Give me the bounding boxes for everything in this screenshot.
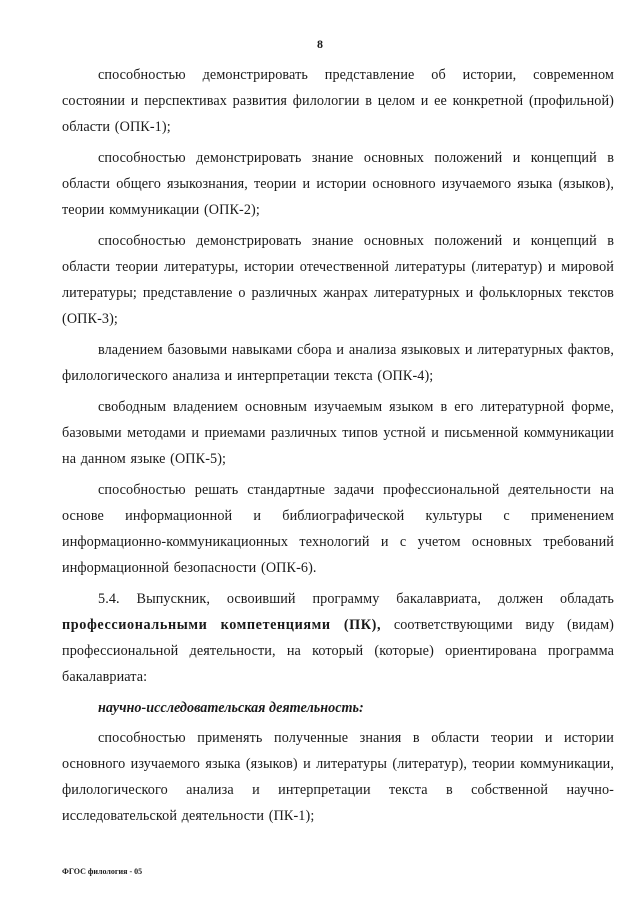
section-5-4-text-start: 5.4. Выпускник, освоивший программу бакалавриата, должен обладать xyxy=(98,591,614,607)
page-content xyxy=(62,60,614,834)
subheading-research-activity: научно-исследовательская деятельность: xyxy=(98,700,364,716)
section-5-4-text-end: соответствующими виду (видам) профессиональной деятельности, на который (которые) ориентирована программа бакалавриата: xyxy=(62,617,614,685)
page-number: 8 xyxy=(317,37,323,51)
paragraph-opk-5: свободным владением основным изучаемым языком в его литературной форме, базовыми методами и приемами различных типов устной и письменной коммуникации на данном языке (ОПК-5); xyxy=(62,399,614,467)
paragraph-section-5-4 xyxy=(62,586,614,690)
paragraph-opk-6: способностью решать стандартные задачи профессиональной деятельности на основе информационной и библиографической культуры с применением информационно-коммуникационных технологий и с учетом основных требований информационной безопасности (ОПК-6). xyxy=(62,482,614,576)
paragraph-opk-3: способностью демонстрировать знание основных положений и концепций в области теории литературы, истории отечественной литературы (литератур) и мировой литературы; представление о различных жанрах литературных и фольклорных текстов (ОПК-3); xyxy=(62,233,614,327)
paragraph-opk-2: способностью демонстрировать знание основных положений и концепций в области общего языкознания, теории и истории основного изучаемого языка (языков), теории коммуникации (ОПК-2); xyxy=(62,150,614,218)
paragraph-opk-4: владением базовыми навыками сбора и анализа языковых и литературных фактов, филологического анализа и интерпретации текста (ОПК-4); xyxy=(62,342,614,384)
paragraph-opk-1: способностью демонстрировать представление об истории, современном состоянии и перспективах развития филологии в целом и ее конкретной (профильной) области (ОПК-1); xyxy=(62,67,614,135)
footer-label: ФГОС филология - 05 xyxy=(62,867,143,876)
section-5-4-bold-term: профессиональными компетенциями (ПК), xyxy=(62,617,382,633)
paragraph-pk-1: способностью применять полученные знания в области теории и истории основного изучаемого языка (языков) и литературы (литератур), теории коммуникации, филологического анализа и интерпретации текста в собственной научно-исследовательской деятельности (ПК-1); xyxy=(62,730,614,824)
